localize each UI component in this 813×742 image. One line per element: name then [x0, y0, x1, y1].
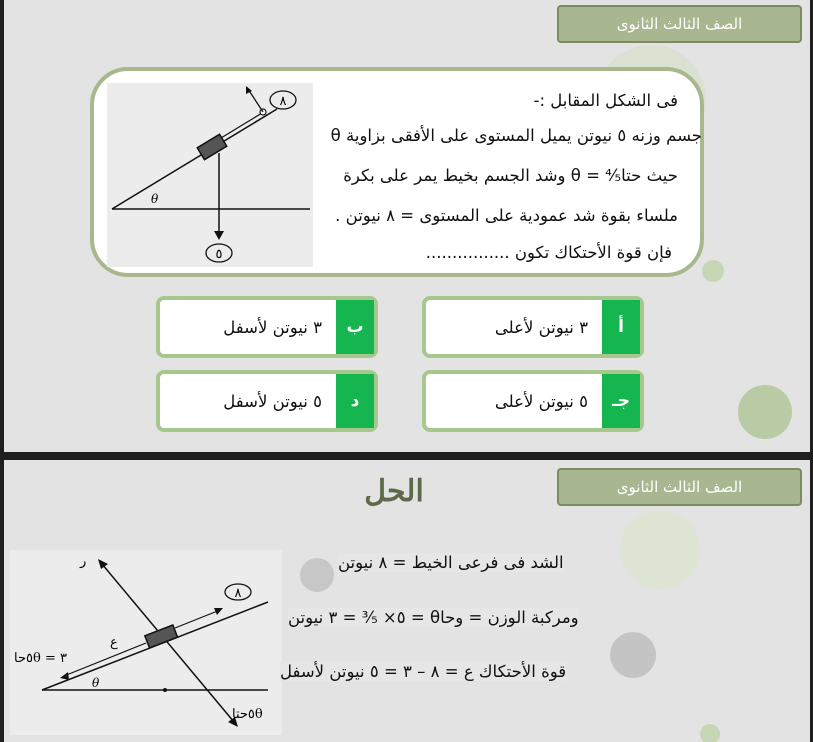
- answer-letter: د: [336, 374, 374, 428]
- normal-label: ر: [80, 554, 87, 569]
- friction-label: ع: [110, 635, 118, 650]
- answer-text: ٣ نيوتن لأسفل: [223, 317, 322, 337]
- answer-option-a[interactable]: [422, 296, 644, 358]
- solution-title: الحل: [364, 474, 424, 509]
- question-line: حيث حتاθ = ⁴⁄₅ وشد الجسم بخيط يمر على بكرة: [343, 166, 678, 185]
- answer-letter: أ: [602, 300, 640, 354]
- decor-circle: [300, 558, 334, 592]
- question-figure: [107, 83, 313, 267]
- question-line: ملساء بقوة شد عمودية على المستوى = ٨ نيوتن .: [335, 206, 678, 225]
- answer-option-c[interactable]: [422, 370, 644, 432]
- answer-option-d[interactable]: [156, 370, 378, 432]
- question-slide: [4, 0, 810, 452]
- decor-circle: [702, 260, 724, 282]
- grade-badge: الصف الثالث الثانوى: [557, 5, 802, 43]
- angle-label: θ: [92, 676, 100, 690]
- answer-letter: ب: [336, 300, 374, 354]
- tension-label: ٨: [234, 586, 242, 601]
- tension-label: ٨: [279, 94, 287, 109]
- question-line: جسم وزنه ٥ نيوتن يميل المستوى على الأفقى بزاوية θ: [330, 126, 702, 145]
- angle-label: θ: [151, 192, 159, 206]
- solution-line: الشد فى فرعى الخيط = ٨ نيوتن: [338, 553, 564, 572]
- answer-letter: جـ: [602, 374, 640, 428]
- solution-figure: [10, 550, 282, 735]
- decor-circle: [738, 385, 792, 439]
- component-label: ٥حاθ = ٣: [14, 651, 67, 666]
- answer-text: ٥ نيوتن لأسفل: [223, 391, 322, 411]
- question-box: [90, 67, 704, 277]
- grade-badge: الصف الثالث الثانوى: [557, 468, 802, 506]
- solution-line: قوة الأحتكاك ع = ٨ – ٣ = ٥ نيوتن لأسفل: [280, 662, 567, 681]
- perp-label: ٥حتاθ: [232, 707, 263, 722]
- decor-circle: [700, 724, 720, 742]
- answer-text: ٣ نيوتن لأعلى: [494, 317, 588, 337]
- solution-slide: [4, 460, 810, 742]
- question-line: فى الشكل المقابل :-: [533, 91, 678, 110]
- question-line: فإن قوة الأحتكاك تكون ................: [425, 243, 672, 262]
- weight-label: ٥: [215, 247, 223, 262]
- solution-line: ومركبة الوزن = وحاθ = ٥× ³⁄₅ = ٣ نيوتن: [288, 608, 579, 627]
- decor-circle: [620, 510, 700, 590]
- answer-option-b[interactable]: [156, 296, 378, 358]
- decor-circle: [610, 632, 656, 678]
- answer-text: ٥ نيوتن لأعلى: [494, 391, 588, 411]
